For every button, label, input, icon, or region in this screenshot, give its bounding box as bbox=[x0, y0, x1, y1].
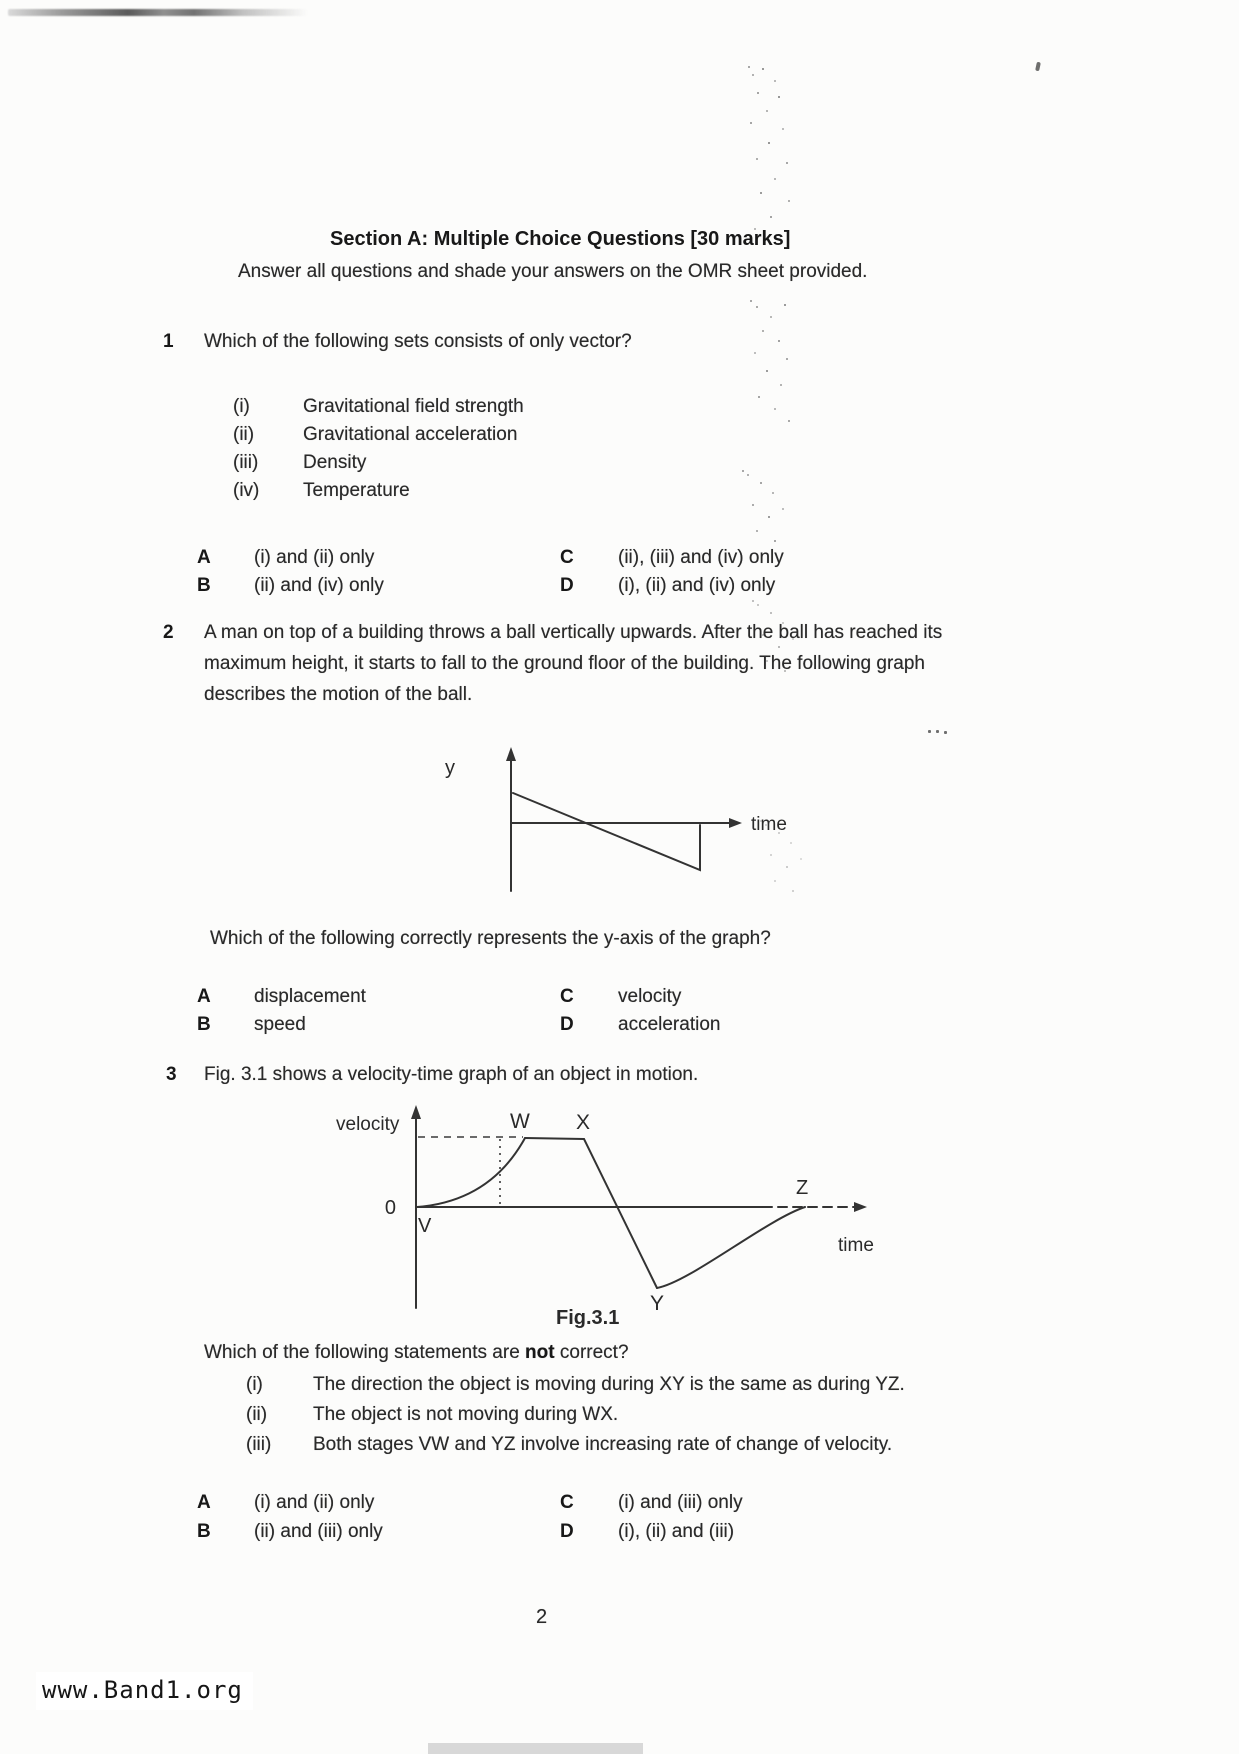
point-y-label: Y bbox=[650, 1292, 665, 1315]
point-x-label: X bbox=[576, 1111, 591, 1134]
option-letter: A bbox=[197, 1492, 211, 1513]
option-letter: C bbox=[560, 1492, 574, 1513]
scan-speck-topright bbox=[1035, 62, 1041, 72]
q3-number: 3 bbox=[166, 1064, 177, 1085]
q2-text-line: A man on top of a building throws a ball vertically upwards. After the ball has reached its bbox=[204, 622, 943, 643]
y-axis-label: y bbox=[445, 757, 455, 779]
q2-subquestion: Which of the following correctly represents the y-axis of the graph? bbox=[210, 928, 771, 949]
scan-noise-band bbox=[752, 600, 754, 602]
time-axis-arrow-icon bbox=[854, 1202, 867, 1212]
option-letter: B bbox=[197, 1014, 211, 1035]
segment-wx bbox=[525, 1138, 584, 1139]
point-v-label: V bbox=[418, 1215, 432, 1237]
option-letter: C bbox=[560, 986, 574, 1007]
scan-noise-band bbox=[742, 470, 744, 472]
figure-caption: Fig.3.1 bbox=[556, 1307, 620, 1329]
scan-smudge-top bbox=[8, 9, 308, 16]
option-text: (i) and (ii) only bbox=[254, 1492, 375, 1513]
option-text: (ii) and (iv) only bbox=[254, 575, 384, 596]
option-letter: C bbox=[560, 547, 574, 568]
q1-number: 1 bbox=[163, 331, 174, 352]
segment-vw bbox=[417, 1138, 525, 1207]
option-text: displacement bbox=[254, 986, 366, 1007]
section-title: Section A: Multiple Choice Questions [30 marks] bbox=[330, 228, 791, 250]
y-axis-arrow-icon bbox=[506, 747, 516, 761]
list-item-numeral: (i) bbox=[233, 396, 250, 417]
velocity-axis-label: velocity bbox=[336, 1114, 400, 1135]
option-letter: A bbox=[197, 986, 211, 1007]
q3-intro: Fig. 3.1 shows a velocity-time graph of an object in motion. bbox=[204, 1064, 699, 1085]
segment-xy bbox=[584, 1139, 657, 1288]
list-item-text: Gravitational acceleration bbox=[303, 424, 518, 445]
option-text: (i) and (ii) only bbox=[254, 547, 375, 568]
scan-strip-bottom bbox=[428, 1743, 643, 1754]
q2-number: 2 bbox=[163, 622, 174, 643]
list-item-text: Density bbox=[303, 452, 367, 473]
scan-noise-band bbox=[750, 300, 752, 302]
time-axis-label: time bbox=[838, 1235, 874, 1256]
list-item-numeral: (iii) bbox=[233, 452, 259, 473]
list-item-numeral: (iii) bbox=[246, 1434, 272, 1455]
q3-question-prefix: Which of the following statements are bbox=[204, 1342, 526, 1363]
q2-text-line: maximum height, it starts to fall to the ground floor of the building. The following graph bbox=[204, 653, 925, 674]
list-item-numeral: (ii) bbox=[233, 424, 255, 445]
q2-text-line: describes the motion of the ball. bbox=[204, 684, 473, 705]
section-instruction: Answer all questions and shade your answers on the OMR sheet provided. bbox=[238, 261, 868, 282]
option-letter: D bbox=[560, 575, 574, 596]
q3-velocity-time-graph bbox=[318, 1098, 888, 1333]
segment-yz bbox=[657, 1207, 805, 1288]
time-axis-label: time bbox=[751, 814, 787, 835]
option-letter: B bbox=[197, 575, 211, 596]
point-w-label: W bbox=[510, 1110, 530, 1133]
scan-noise-band bbox=[748, 66, 750, 68]
list-item-text: The object is not moving during WX. bbox=[313, 1404, 619, 1425]
graph-line bbox=[513, 793, 700, 870]
option-letter: A bbox=[197, 547, 211, 568]
list-item-numeral: (ii) bbox=[246, 1404, 268, 1425]
list-item-text: Both stages VW and YZ involve increasing rate of change of velocity. bbox=[313, 1434, 893, 1455]
scan-noise-dots bbox=[928, 730, 931, 733]
q1-question: Which of the following sets consists of only vector? bbox=[204, 331, 632, 352]
option-text: (i), (ii) and (iii) bbox=[618, 1521, 735, 1542]
velocity-axis-arrow-icon bbox=[411, 1105, 421, 1119]
origin-label: 0 bbox=[384, 1197, 396, 1219]
option-letter: B bbox=[197, 1521, 211, 1542]
option-letter: D bbox=[560, 1014, 574, 1035]
list-item-text: The direction the object is moving during XY is the same as during YZ. bbox=[313, 1374, 905, 1395]
option-letter: D bbox=[560, 1521, 574, 1542]
list-item-text: Gravitational field strength bbox=[303, 396, 524, 417]
option-text: (i), (ii) and (iv) only bbox=[618, 575, 776, 596]
list-item-numeral: (iv) bbox=[233, 480, 260, 501]
q3-question-suffix: correct? bbox=[554, 1342, 629, 1363]
page-number: 2 bbox=[536, 1606, 548, 1628]
q2-displacement-time-graph bbox=[385, 742, 795, 907]
point-z-label: Z bbox=[796, 1177, 809, 1199]
q3-question-not: not bbox=[525, 1342, 555, 1363]
watermark: www.Band1.org bbox=[36, 1672, 253, 1710]
option-text: acceleration bbox=[618, 1014, 721, 1035]
time-axis-arrow-icon bbox=[729, 818, 742, 828]
q3-question bbox=[204, 1342, 629, 1364]
list-item-numeral: (i) bbox=[246, 1374, 263, 1395]
option-text: (ii), (iii) and (iv) only bbox=[618, 547, 784, 568]
option-text: (ii) and (iii) only bbox=[254, 1521, 383, 1542]
list-item-text: Temperature bbox=[303, 480, 410, 501]
option-text: velocity bbox=[618, 986, 682, 1007]
option-text: (i) and (iii) only bbox=[618, 1492, 743, 1513]
option-text: speed bbox=[254, 1014, 306, 1035]
